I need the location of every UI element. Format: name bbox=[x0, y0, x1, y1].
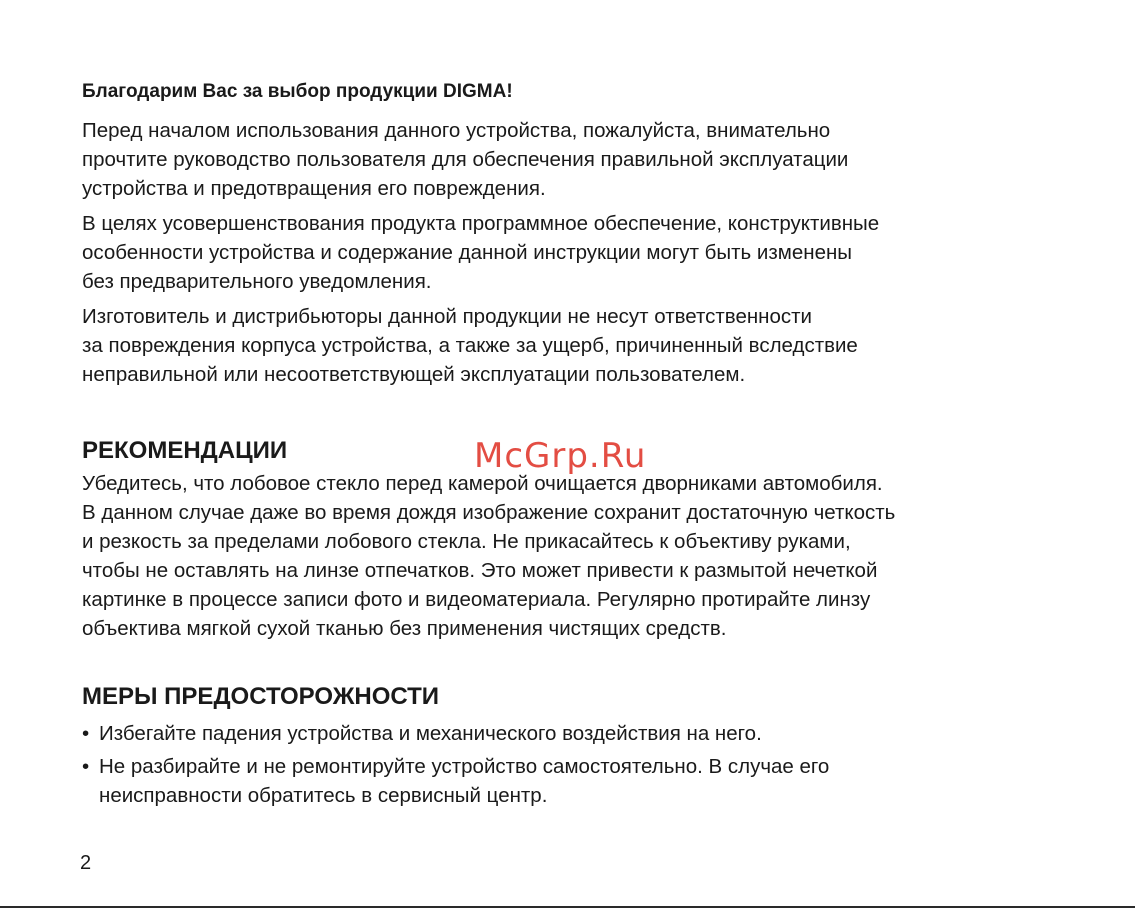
text-line: Перед началом использования данного устройства, пожалуйста, внимательно bbox=[82, 119, 831, 142]
text-line: особенности устройства и содержание данной инструкции могут быть изменены bbox=[82, 241, 853, 264]
text-line: без предварительного уведомления. bbox=[82, 270, 432, 293]
precautions-list bbox=[82, 719, 1072, 810]
text-line: Не разбирайте и не ремонтируйте устройство самостоятельно. В случае его bbox=[99, 755, 830, 778]
text-line: объектива мягкой сухой тканью без применения чистящих средств. bbox=[82, 617, 727, 640]
page-number: 2 bbox=[80, 852, 92, 874]
recommendations-heading: РЕКОМЕНДАЦИИ bbox=[82, 437, 288, 464]
list-item bbox=[82, 752, 1072, 810]
text-line: В целях усовершенствования продукта программное обеспечение, конструктивные bbox=[82, 212, 880, 235]
intro-paragraph-1 bbox=[82, 116, 1072, 203]
list-item bbox=[82, 719, 1072, 748]
text-line: за повреждения корпуса устройства, а также за ущерб, причиненный вследствие bbox=[82, 334, 858, 357]
intro-paragraph-2 bbox=[82, 209, 1072, 296]
text-line: и резкость за пределами лобового стекла. Не прикасайтесь к объективу руками, bbox=[82, 530, 851, 553]
precautions-heading: МЕРЫ ПРЕДОСТОРОЖНОСТИ bbox=[82, 683, 440, 710]
text-line: картинке в процессе записи фото и видеоматериала. Регулярно протирайте линзу bbox=[82, 588, 871, 611]
text-line: В данном случае даже во время дождя изображение сохранит достаточную четкость bbox=[82, 501, 896, 524]
text-line: неправильной или несоответствующей эксплуатации пользователем. bbox=[82, 363, 746, 386]
text-line: прочтите руководство пользователя для обеспечения правильной эксплуатации bbox=[82, 148, 849, 171]
text-line: Изготовитель и дистрибьюторы данной продукции не несут ответственности bbox=[82, 305, 812, 328]
recommendations-paragraph bbox=[82, 469, 1072, 643]
intro-title: Благодарим Вас за выбор продукции DIGMA! bbox=[82, 81, 513, 102]
text-line: Избегайте падения устройства и механического воздействия на него. bbox=[99, 722, 762, 745]
bullet-icon: • bbox=[82, 722, 90, 745]
text-line: чтобы не оставлять на линзе отпечатков. Это может привести к размытой нечеткой bbox=[82, 559, 878, 582]
intro-paragraph-3 bbox=[82, 302, 1072, 389]
text-line: Убедитесь, что лобовое стекло перед камерой очищается дворниками автомобиля. bbox=[82, 472, 883, 495]
bullet-icon: • bbox=[82, 755, 90, 778]
text-line: устройства и предотвращения его повреждения. bbox=[82, 177, 546, 200]
watermark: McGrp.Ru bbox=[474, 436, 647, 476]
text-line: неисправности обратитесь в сервисный центр. bbox=[99, 784, 548, 807]
